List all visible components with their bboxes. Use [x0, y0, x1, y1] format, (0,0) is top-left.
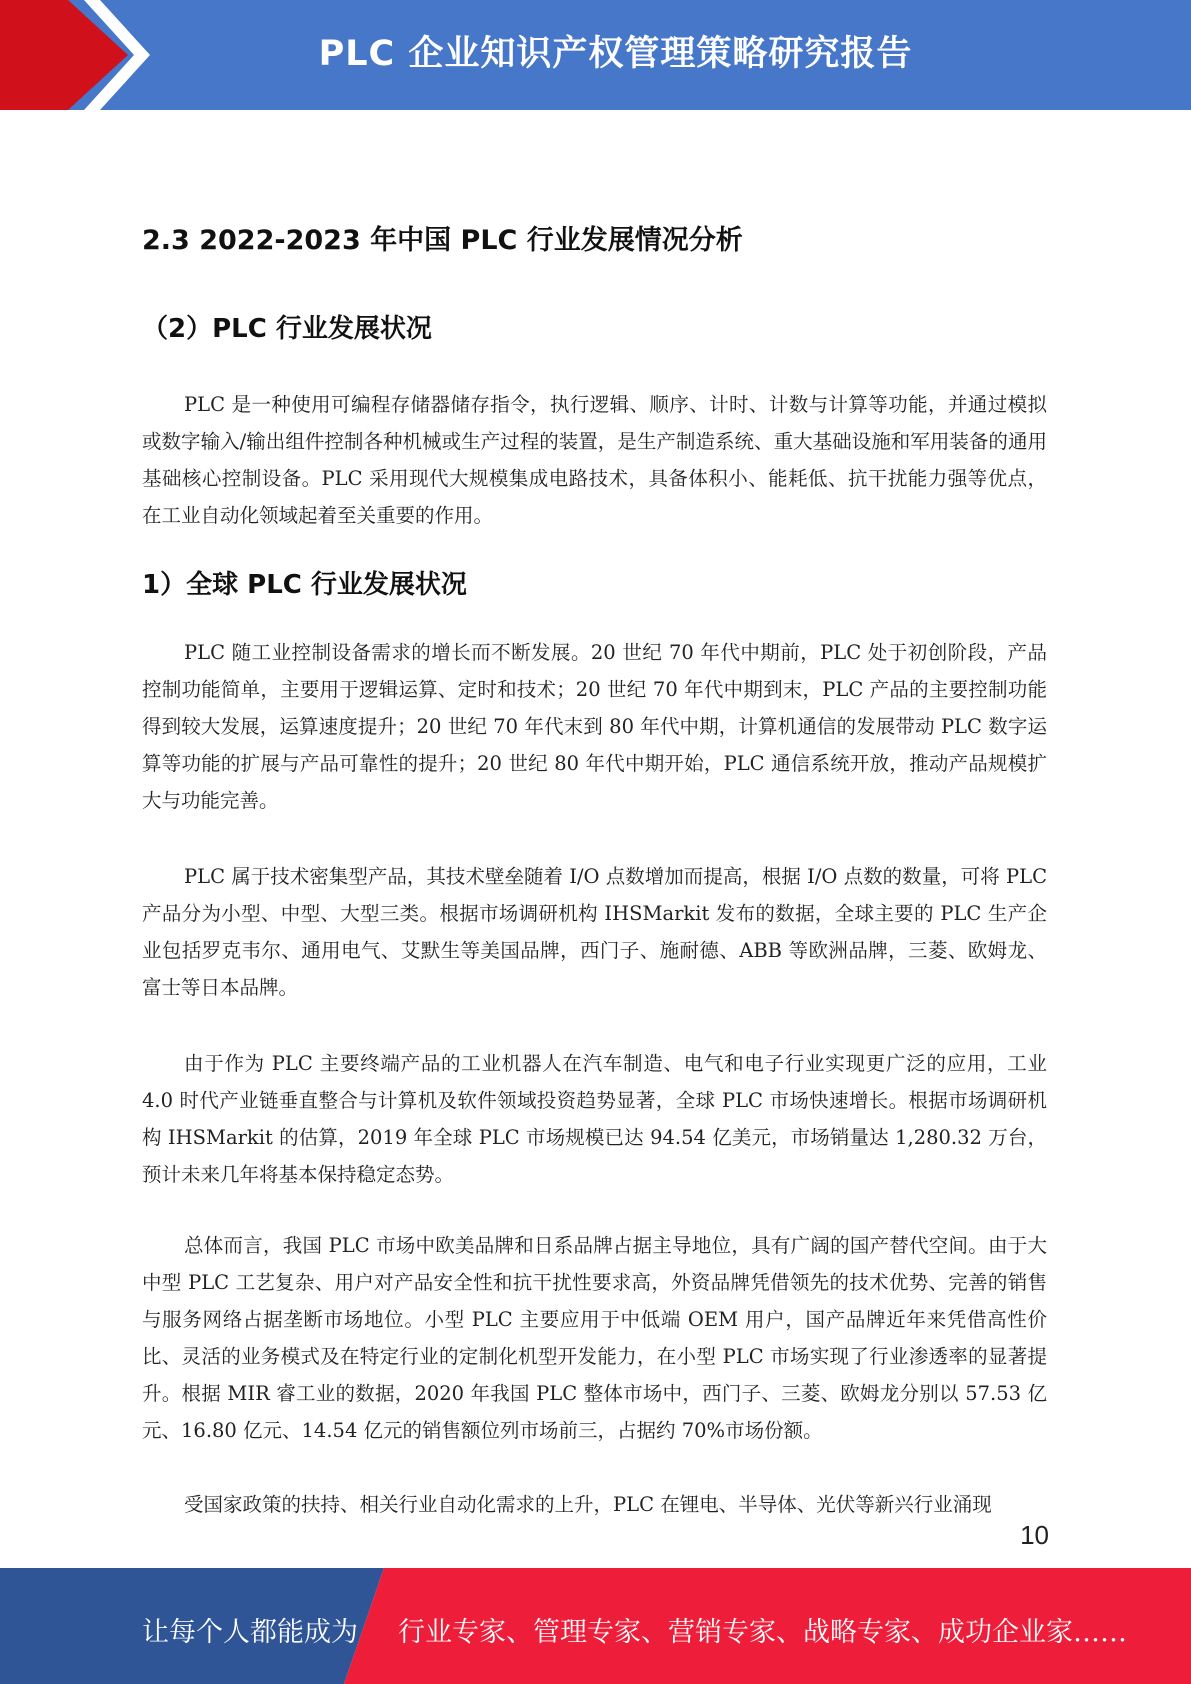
footer-slogan-left: 让每个人都能成为 — [142, 1617, 358, 1648]
body-paragraph: 由于作为 PLC 主要终端产品的工业机器人在汽车制造、电气和电子行业实现更广泛的应用，工业 4.0 时代产业链垂直整合与计算机及软件领域投资趋势显著，全球 PLC 市场快速增长。根据市场调研机构 IHSMarkit 的估算，2019 年全球 PLC 市场规模已达 94.54 亿美元，市场销量达 1,280.32 万台，预计未来几年将基本保持稳定态势。 — [142, 1052, 1047, 1186]
footer-slogan-right: 行业专家、管理专家、营销专家、战略专家、成功企业家…… — [398, 1617, 1127, 1648]
global-heading: 1）全球 PLC 行业发展状况 — [142, 570, 467, 600]
body-paragraph: 总体而言，我国 PLC 市场中欧美品牌和日系品牌占据主导地位，具有广阔的国产替代空间。由于大中型 PLC 工艺复杂、用户对产品安全性和抗干扰性要求高，外资品牌凭借领先的技术优势、完善的销售与服务网络占据垄断市场地位。小型 PLC 主要应用于中低端 OEM 用户，国产品牌近年来凭借高性价比、灵活的业务模式及在特定行业的定制化机型开发能力，在小型 PLC 市场实现了行业渗透率的显著提升。根据 MIR 睿工业的数据，2020 年我国 PLC 整体市场中，西门子、三菱、欧姆龙分别以 57.53 亿元、16.80 亿元、14.54 亿元的销售额位列市场前三，占据约 70%市场份额。 — [142, 1234, 1047, 1442]
page-footer — [0, 1568, 1191, 1684]
body-paragraph: PLC 随工业控制设备需求的增长而不断发展。20 世纪 70 年代中期前，PLC 处于初创阶段，产品控制功能简单，主要用于逻辑运算、定时和技术；20 世纪 70 年代中期到末，PLC 产品的主要控制功能得到较大发展，运算速度提升；20 世纪 70 年代末到 80 年代中期，计算机通信的发展带动 PLC 数字运算等功能的扩展与产品可靠性的提升；20 世纪 80 年代中期开始，PLC 通信系统开放，推动产品规模扩大与功能完善。 — [142, 641, 1047, 812]
intro-paragraph: PLC 是一种使用可编程存储器储存指令，执行逻辑、顺序、计时、计数与计算等功能，并通过模拟或数字输入/输出组件控制各种机械或生产过程的装置，是生产制造系统、重大基础设施和军用装备的通用基础核心控制设备。PLC 采用现代大规模集成电路技术，具备体积小、能耗低、抗干扰能力强等优点，在工业自动化领域起着至关重要的作用。 — [142, 393, 1047, 527]
subsection-heading: （2）PLC 行业发展状况 — [142, 314, 432, 344]
body-paragraph: 受国家政策的扶持、相关行业自动化需求的上升，PLC 在锂电、半导体、光伏等新兴行业涌现 — [184, 1493, 992, 1516]
section-heading: 2.3 2022-2023 年中国 PLC 行业发展情况分析 — [142, 225, 743, 256]
body-paragraph: PLC 属于技术密集型产品，其技术壁垒随着 I/O 点数增加而提高，根据 I/O 点数的数量，可将 PLC 产品分为小型、中型、大型三类。根据市场调研机构 IHSMarkit 发布的数据，全球主要的 PLC 生产企业包括罗克韦尔、通用电气、艾默生等美国品牌，西门子、施耐德、ABB 等欧洲品牌，三菱、欧姆龙、富士等日本品牌。 — [142, 865, 1047, 999]
page-header — [0, 0, 1191, 110]
report-title: PLC 企业知识产权管理策略研究报告 — [318, 34, 913, 74]
page-number: 10 — [1020, 1520, 1049, 1550]
